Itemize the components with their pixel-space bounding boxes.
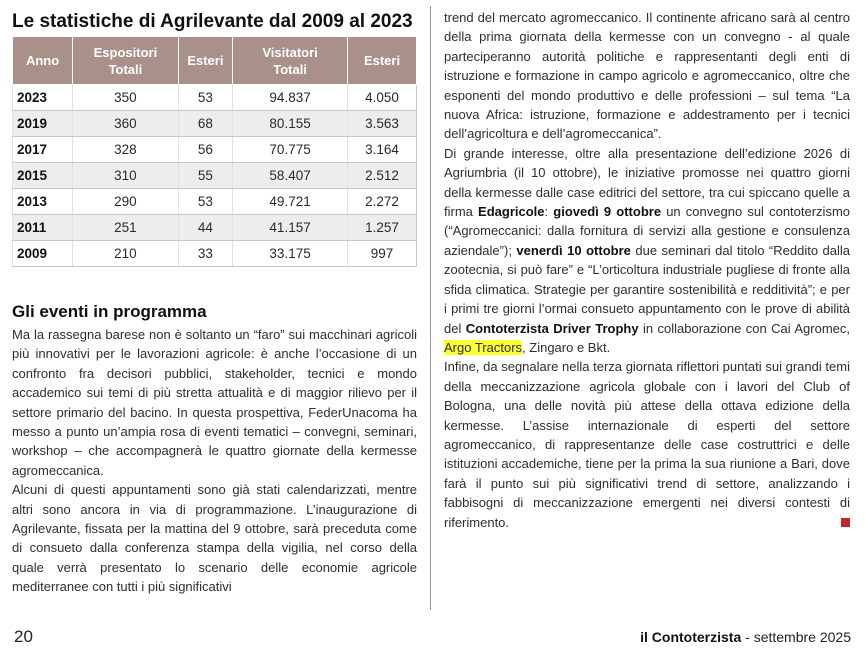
page-number: 20 <box>14 627 33 646</box>
text-run: Infine, da segnalare nella terza giornata riflettori puntati sui grandi temi della meccanizzazione agricola globale con i lavori del Club of Bologna, una delle novità più attese della ottava edizione della kermesse. L’assise internazionale di esperti del settore agromeccanico, di rappresentanze delle case costruttrici e delle istituzioni accademiche, tiene per la prima la sua riunione a Bari, dove farà il punto sui più significativi trend di settore, analizzando i fabbisogni di meccanizzazione emergenti nei diversi contesti di riferimento. <box>444 359 850 530</box>
end-of-article-square-icon <box>841 518 850 527</box>
table-row <box>13 85 417 111</box>
text-run: un convegno sul contoterzismo (“Agromeccanici: dalla fornitura di servizi alla gestione e consulenza aziendale”); <box>444 204 851 258</box>
cell-espositori: 290 <box>73 189 179 215</box>
cell-visitatori: 33.175 <box>233 241 348 267</box>
cell-visitatori: 58.407 <box>233 163 348 189</box>
cell-esteri-visitatori: 1.257 <box>348 215 417 241</box>
cell-anno: 2013 <box>13 189 73 215</box>
cell-visitatori: 94.837 <box>233 85 348 111</box>
cell-visitatori: 70.775 <box>233 137 348 163</box>
cell-esteri-espositori: 68 <box>178 111 232 137</box>
table-header-row <box>13 37 417 85</box>
cell-esteri-visitatori: 3.563 <box>348 111 417 137</box>
table-row <box>13 137 417 163</box>
cell-esteri-espositori: 53 <box>178 189 232 215</box>
header-esteri-visitatori: Esteri <box>348 37 417 85</box>
table-row <box>13 111 417 137</box>
cell-visitatori: 49.721 <box>233 189 348 215</box>
highlighted-text: Argo Tractors <box>444 339 523 355</box>
table-row <box>13 215 417 241</box>
trophy-name: Contoterzista Driver Trophy <box>465 320 639 336</box>
paragraph-club-of-bologna <box>444 357 850 532</box>
table-row <box>13 189 417 215</box>
magazine-name: il Contoterzista <box>640 629 742 645</box>
left-column <box>12 10 417 597</box>
cell-esteri-espositori: 55 <box>178 163 232 189</box>
cell-anno: 2019 <box>13 111 73 137</box>
section-title: Gli eventi in programma <box>12 302 207 321</box>
table-title: Le statistiche di Agrilevante dal 2009 al 2023 <box>12 11 413 32</box>
cell-anno: 2017 <box>13 137 73 163</box>
publisher-name: Edagricole <box>478 204 545 220</box>
cell-anno: 2009 <box>13 241 73 267</box>
cell-esteri-visitatori: 4.050 <box>348 85 417 111</box>
header-espositori-line2: Totali <box>108 61 143 77</box>
cell-visitatori: 80.155 <box>233 111 348 137</box>
cell-esteri-espositori: 33 <box>178 241 232 267</box>
paragraph-africa: trend del mercato agromeccanico. Il continente africano sarà al centro della prima giornata della kermesse con un convegno - al quale parteciperanno autorità politiche e rappresentanti degli enti di istruzione e formazione in campo agricolo e agromeccanico, oltre che esponenti del mondo produttivo e delle professioni – sul tema “La nuova Africa: istruzione, formazione e addestramento per i tecnici dell’agricoltura e dell’agromeccanica”. <box>444 10 850 142</box>
right-column <box>444 8 850 532</box>
table-row <box>13 163 417 189</box>
text-run: Di grande interesse, oltre alla presentazione dell’edizione 2026 di Agriumbria (il 10 ottobre), le iniziative promosse nei quattro giorni della kermesse dalle case editrici del settore, tra cui spiccano quelle a firma <box>444 145 850 220</box>
cell-anno: 2011 <box>13 215 73 241</box>
cell-espositori: 251 <box>73 215 179 241</box>
text-run: in collaborazione con Cai Agromec, <box>638 320 850 336</box>
cell-espositori: 350 <box>73 85 179 111</box>
header-esteri-espositori: Esteri <box>178 37 232 85</box>
paragraph-events: Alcuni di questi appuntamenti sono già stati calendarizzati, mentre altri sono ancora in via di programmazione. L’inaugurazione di Agrilevante, fissata per la mattina del 9 ottobre, sarà preceduta come di consueto dalla conferenza stampa della vigilia, nel corso della quale verrà presentato lo scenario delle economie agricole mediterranee con tutti i più significativi <box>12 482 417 595</box>
cell-esteri-visitatori: 997 <box>348 241 417 267</box>
cell-esteri-espositori: 53 <box>178 85 232 111</box>
cell-esteri-espositori: 44 <box>178 215 232 241</box>
header-espositori <box>73 37 179 85</box>
column-divider <box>430 6 431 610</box>
issue-date: - settembre 2025 <box>741 629 851 645</box>
magazine-footer <box>640 629 851 645</box>
cell-espositori: 360 <box>73 111 179 137</box>
cell-espositori: 210 <box>73 241 179 267</box>
cell-anno: 2023 <box>13 85 73 111</box>
cell-visitatori: 41.157 <box>233 215 348 241</box>
header-visitatori-line1: Visitatori <box>262 44 318 60</box>
paragraph-intro: Ma la rassegna barese non è soltanto un “faro” sui macchinari agricoli più innovativi per le lavorazioni agricole: è anche l’occasione di un confronto fra decisori pubblici, stakeholder, tecnici e mondo accademico sui temi di più stretta attualità e di maggior rilievo per il settore primario del bacino. In questa prospettiva, FederUnacoma ha messo a punto un’ampia rosa di eventi tematici – convegni, seminari, workshop – che accompagnerà le quattro giornate della kermesse agromeccanica. <box>12 327 417 478</box>
header-espositori-line1: Espositori <box>93 44 158 60</box>
text-run: : <box>544 204 554 220</box>
event-date: giovedì 9 ottobre <box>553 204 662 220</box>
header-visitatori <box>233 37 348 85</box>
cell-anno: 2015 <box>13 163 73 189</box>
cell-esteri-espositori: 56 <box>178 137 232 163</box>
text-run: due seminari dal titolo “Reddito dalla zootecnia, si può fare” e “L’orticoltura industriale pugliese di fronte alla sfida climatica. Strategie per garantire sostenibilità e redditività”; e per i primi tre giorni l’ormai consueto appuntamento con le prove di abilità del <box>444 242 851 336</box>
table-row <box>13 241 417 267</box>
cell-esteri-visitatori: 2.512 <box>348 163 417 189</box>
statistics-table <box>12 36 417 267</box>
text-run: , Zingaro e Bkt. <box>522 339 611 355</box>
header-anno: Anno <box>13 37 73 85</box>
header-visitatori-line2: Totali <box>273 61 307 77</box>
cell-espositori: 328 <box>73 137 179 163</box>
paragraph-initiatives <box>444 144 850 357</box>
cell-esteri-visitatori: 2.272 <box>348 189 417 215</box>
cell-esteri-visitatori: 3.164 <box>348 137 417 163</box>
cell-espositori: 310 <box>73 163 179 189</box>
event-date: venerdì 10 ottobre <box>516 242 631 258</box>
